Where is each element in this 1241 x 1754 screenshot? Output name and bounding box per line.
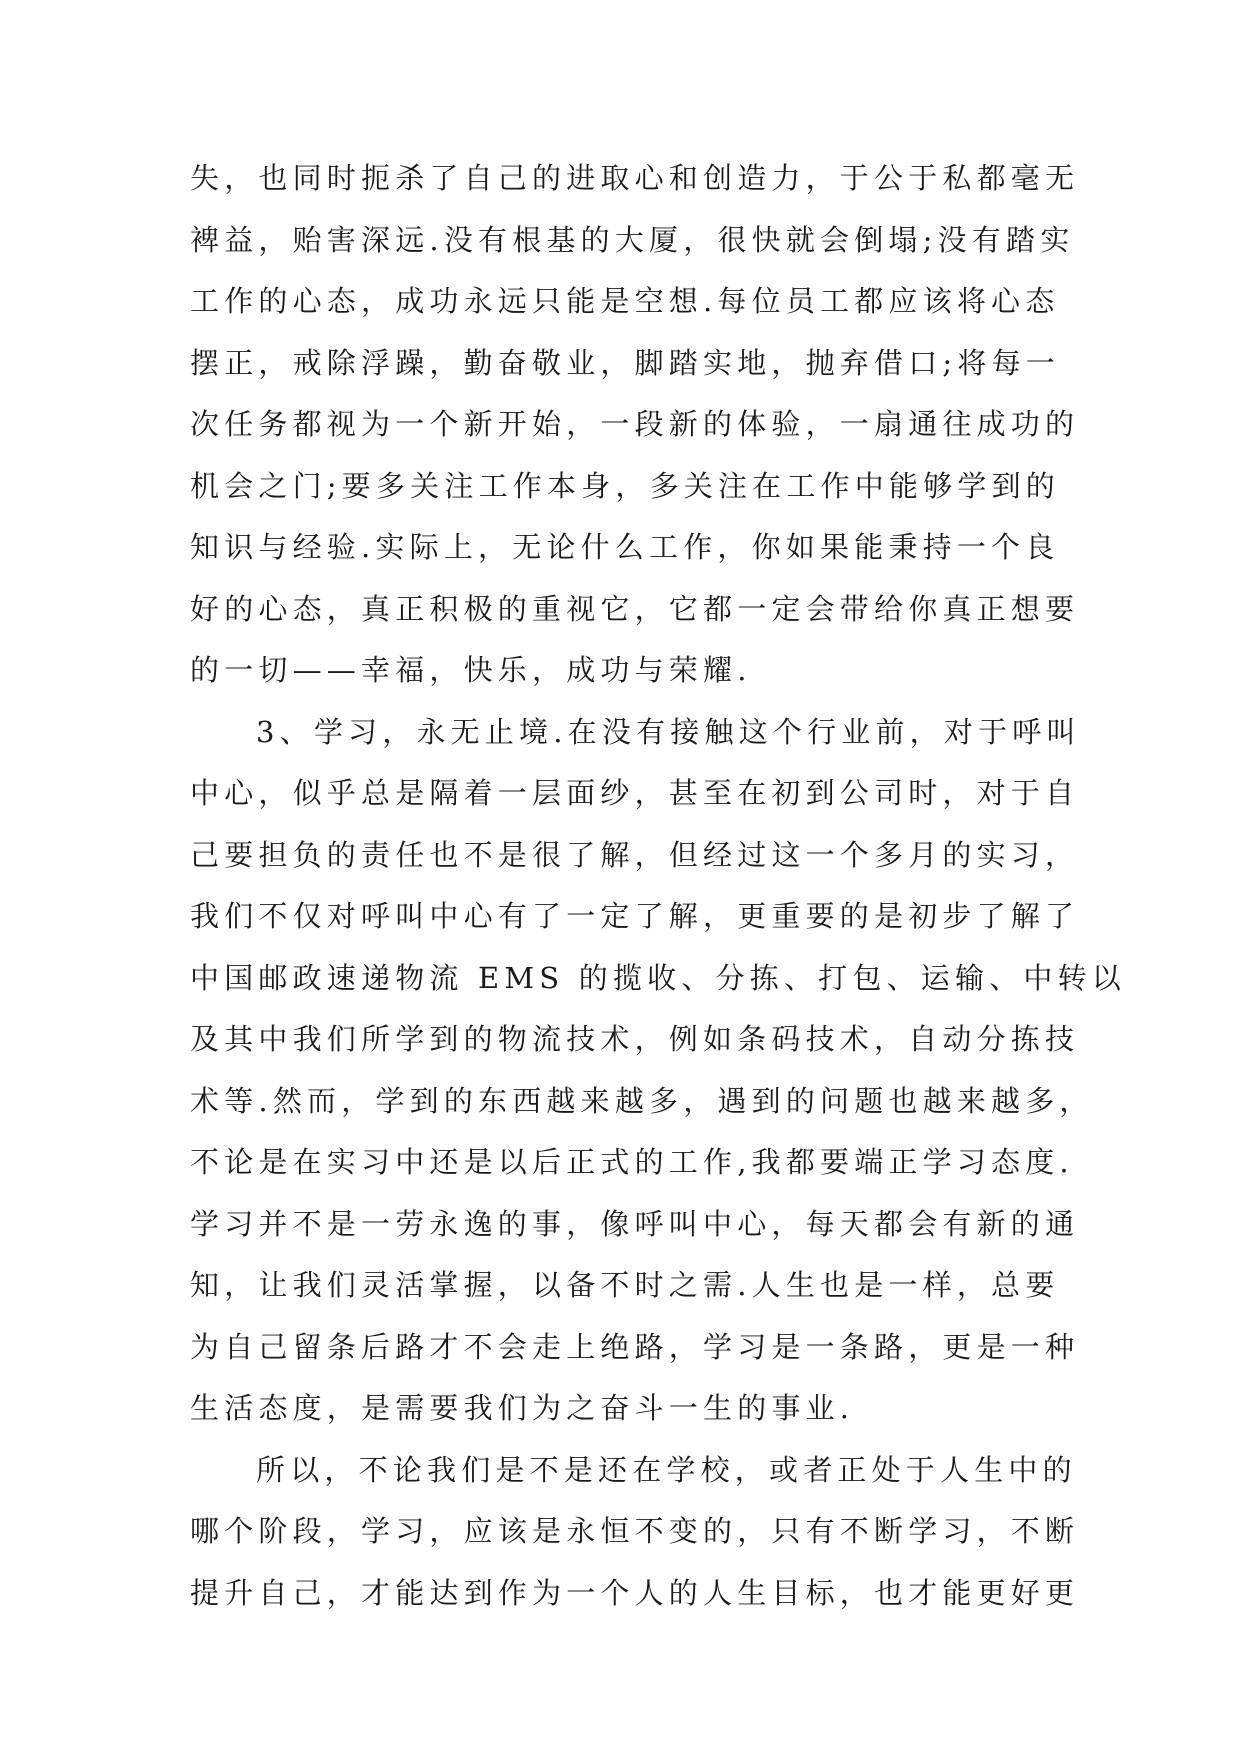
text-line: 机会之门;要多关注工作本身，多关注在工作中能够学到的 — [190, 468, 1060, 503]
text-line: 提升自己，才能达到作为一个人的人生目标，也才能更好更 — [190, 1575, 1080, 1610]
text-line: 次任务都视为一个新开始，一段新的体验，一扇通往成功的 — [190, 407, 1080, 441]
text-line: 的一切——幸福，快乐，成功与荣耀. — [190, 653, 752, 687]
text-line: 中国邮政速递物流 EMS 的揽收、分拣、打包、运输、中转以 — [190, 960, 1126, 995]
text-line: 工作的心态，成功永远只能是空想.每位员工都应该将心态 — [190, 284, 1060, 318]
text-line: 生活态度，是需要我们为之奋斗一生的事业. — [190, 1391, 855, 1425]
text-line: 摆正，戒除浮躁，勤奋敬业，脚踏实地，抛弃借口;将每一 — [190, 345, 1060, 380]
text-line: 哪个阶段，学习，应该是永恒不变的，只有不断学习，不断 — [190, 1514, 1080, 1548]
text-line: 及其中我们所学到的物流技术，例如条码技术，自动分拣技 — [190, 1022, 1080, 1056]
text-line: 我们不仅对呼叫中心有了一定了解，更重要的是初步了解了 — [190, 899, 1080, 933]
text-line: 学习并不是一劳永逸的事，像呼叫中心，每天都会有新的通 — [190, 1206, 1080, 1241]
text-line: 裨益，贻害深远.没有根基的大厦，很快就会倒塌;没有踏实 — [190, 222, 1075, 257]
paragraph-first-line: 所以，不论我们是不是还在学校，或者正处于人生中的 — [256, 1452, 1077, 1487]
text-line: 己要担负的责任也不是很了解，但经过这一个多月的实习， — [190, 837, 1080, 872]
text-line: 好的心态，真正积极的重视它，它都一定会带给你真正想要 — [190, 591, 1080, 626]
text-line: 术等.然而，学到的东西越来越多，遇到的问题也越来越多， — [190, 1083, 1094, 1118]
text-line: 为自己留条后路才不会走上绝路，学习是一条路，更是一种 — [190, 1329, 1080, 1364]
document-body — [190, 148, 1126, 1624]
text-line: 知识与经验.实际上，无论什么工作，你如果能秉持一个良 — [190, 530, 1060, 564]
text-line: 知，让我们灵活掌握，以备不时之需.人生也是一样，总要 — [190, 1268, 1060, 1302]
text-line: 不论是在实习中还是以后正式的工作,我都要端正学习态度. — [190, 1145, 1074, 1179]
text-line: 失，也同时扼杀了自己的进取心和创造力，于公于私都毫无 — [190, 161, 1080, 195]
text-line: 中心，似乎总是隔着一层面纱，甚至在初到公司时，对于自 — [190, 776, 1080, 810]
paragraph-first-line: 3、学习，永无止境.在没有接触这个行业前，对于呼叫 — [256, 714, 1081, 749]
